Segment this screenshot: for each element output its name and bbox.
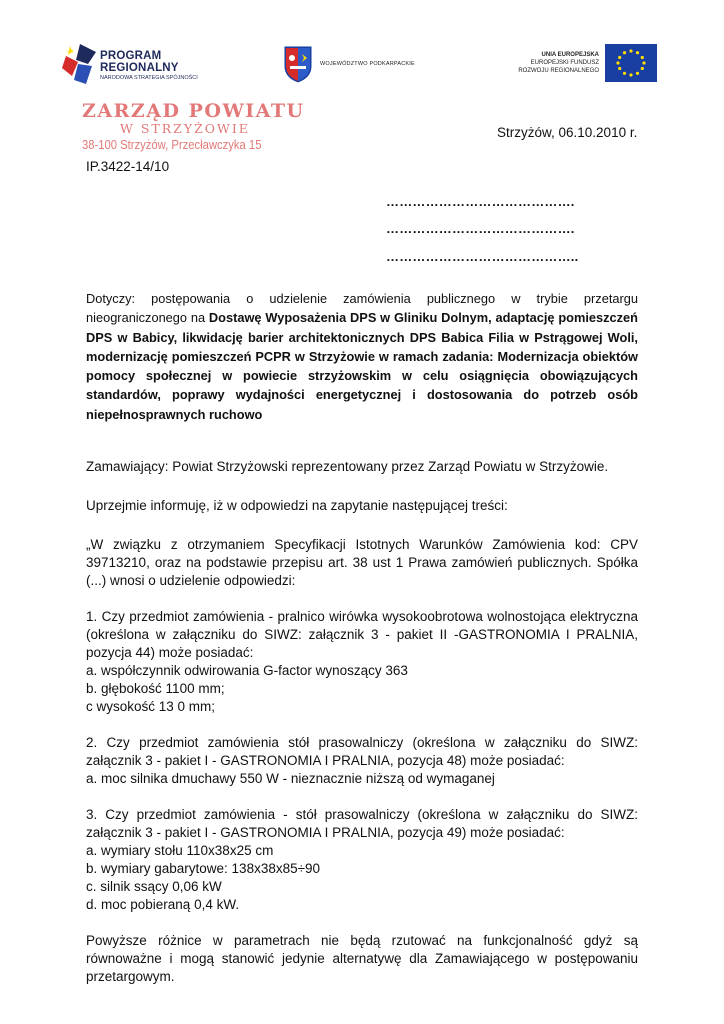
letter-body bbox=[86, 289, 638, 986]
question-3-item-d: d. moc pobieraną 0,4 kW. bbox=[86, 897, 240, 913]
subject-title: Dostawę Wyposażenia DPS w Gliniku Dolnym, adaptację pomieszczeń DPS w Babicy, likwidację barier architektonicznych DPS Babica Filia w Pstrągowej Woli, modernizację pomieszczeń PCPR w Strzyżowie w ramach zadania: Modernizacja obiektów pomocy społecznej w powiecie strzyżowskim w celu osiągnięcia obowiązujących standardów, poprawy wydajności energetycznej i dostosowania do potrzeb osób niepełnosprawnych ruchowo bbox=[86, 310, 638, 422]
office-stamp bbox=[80, 100, 305, 158]
question-3-item-a: a. wymiary stołu 110x38x25 cm bbox=[86, 843, 274, 859]
question-1-item-b: b. głębokość 1100 mm; bbox=[86, 681, 225, 697]
eu-line2: EUROPEJSKI FUNDUSZ bbox=[530, 60, 599, 66]
letter-date: Strzyżów, 06.10.2010 r. bbox=[497, 125, 638, 140]
closing-paragraph: Powyższe różnice w parametrach nie będą rzutować na funkcjonalność gdyż są równoważne i mogą stanowić jedynie alternatywę dla Zamawiającego w postępowaniu przetargowym. bbox=[86, 933, 638, 985]
eu-flag-icon bbox=[605, 44, 657, 82]
voivodeship-label: WOJEWÓDZTWO PODKARPACKIE bbox=[320, 61, 415, 67]
program-subtitle: NARODOWA STRATEGIA SPÓJNOŚCI bbox=[100, 75, 198, 81]
question-2-item-a: a. moc silnika dmuchawy 550 W - nieznacznie niższą od wymaganej bbox=[86, 771, 495, 787]
contracting-authority: Zamawiający: Powiat Strzyżowski reprezentowany przez Zarząd Powiatu w Strzyżowie. bbox=[86, 459, 609, 475]
question-1-item-c: c wysokość 13 0 mm; bbox=[86, 699, 216, 715]
voivodeship-logo bbox=[282, 44, 432, 84]
question-3-item-b: b. wymiary gabarytowe: 138x38x85÷90 bbox=[86, 861, 321, 877]
subject-paragraph bbox=[86, 289, 638, 424]
reference-number: IP.3422-14/10 bbox=[86, 159, 170, 174]
eu-line3: ROZWOJU REGIONALNEGO bbox=[518, 68, 599, 74]
stamp-line2: W STRZYŻOWIE bbox=[120, 121, 250, 136]
question-3-item-c: c. silnik ssący 0,06 kW bbox=[86, 879, 222, 895]
eu-line1: UNIA EUROPEJSKA bbox=[541, 52, 599, 58]
address-line-3: …………………………………….. bbox=[386, 249, 579, 264]
program-regionalny-emblem-icon bbox=[62, 42, 98, 86]
quote-paragraph: „W związku z otrzymaniem Specyfikacji Istotnych Warunków Zamówienia kod: CPV 39713210, oraz na podstawie przepisu art. 38 ust 1 Prawa zamówień publicznych. Spółka (...) wnosi o udzielenie odpowiedzi: bbox=[86, 537, 638, 589]
question-3-text: 3. Czy przedmiot zamówienia - stół prasowalniczy (określona w załączniku do SIWZ: załącznik 3 - pakiet I - GASTRONOMIA I PRALNIA, pozycja 49) może posiadać: bbox=[86, 807, 638, 841]
address-line-2: ……………………………………. bbox=[386, 221, 575, 236]
question-2-text: 2. Czy przedmiot zamówienia stół prasowalniczy (określona w załączniku do SIWZ: załącznik 3 - pakiet I - GASTRONOMIA I PRALNIA, pozycja 48) może posiadać: bbox=[86, 735, 638, 769]
intro-text: Uprzejmie informuję, iż w odpowiedzi na zapytanie następującej treści: bbox=[86, 498, 508, 514]
stamp-line3: 38-100 Strzyżów, Przecławczyka 15 bbox=[82, 138, 262, 152]
address-line-1: ……………………………………. bbox=[386, 194, 575, 209]
voivodeship-crest-icon bbox=[282, 44, 314, 84]
question-1-item-a: a. współczynnik odwirowania G-factor wynoszący 363 bbox=[86, 663, 408, 679]
program-title-line1: PROGRAM bbox=[100, 50, 162, 62]
program-regionalny-logo bbox=[62, 42, 212, 86]
subject-prefix: Dotyczy: postępowania o udzielenie zamówienia publicznego w trybie przetargu nieograniczonego na bbox=[86, 291, 638, 326]
eu-logo bbox=[505, 44, 657, 84]
question-1-text: 1. Czy przedmiot zamówienia - pralnico wirówka wysokoobrotowa wolnostojąca elektryczna (określona w załączniku do SIWZ: załącznik 3 - pakiet II -GASTRONOMIA I PRALNIA, pozycja 44) może posiadać: bbox=[86, 609, 638, 661]
program-title-line2: REGIONALNY bbox=[100, 62, 179, 74]
stamp-line1: ZARZĄD POWIATU bbox=[82, 100, 305, 122]
